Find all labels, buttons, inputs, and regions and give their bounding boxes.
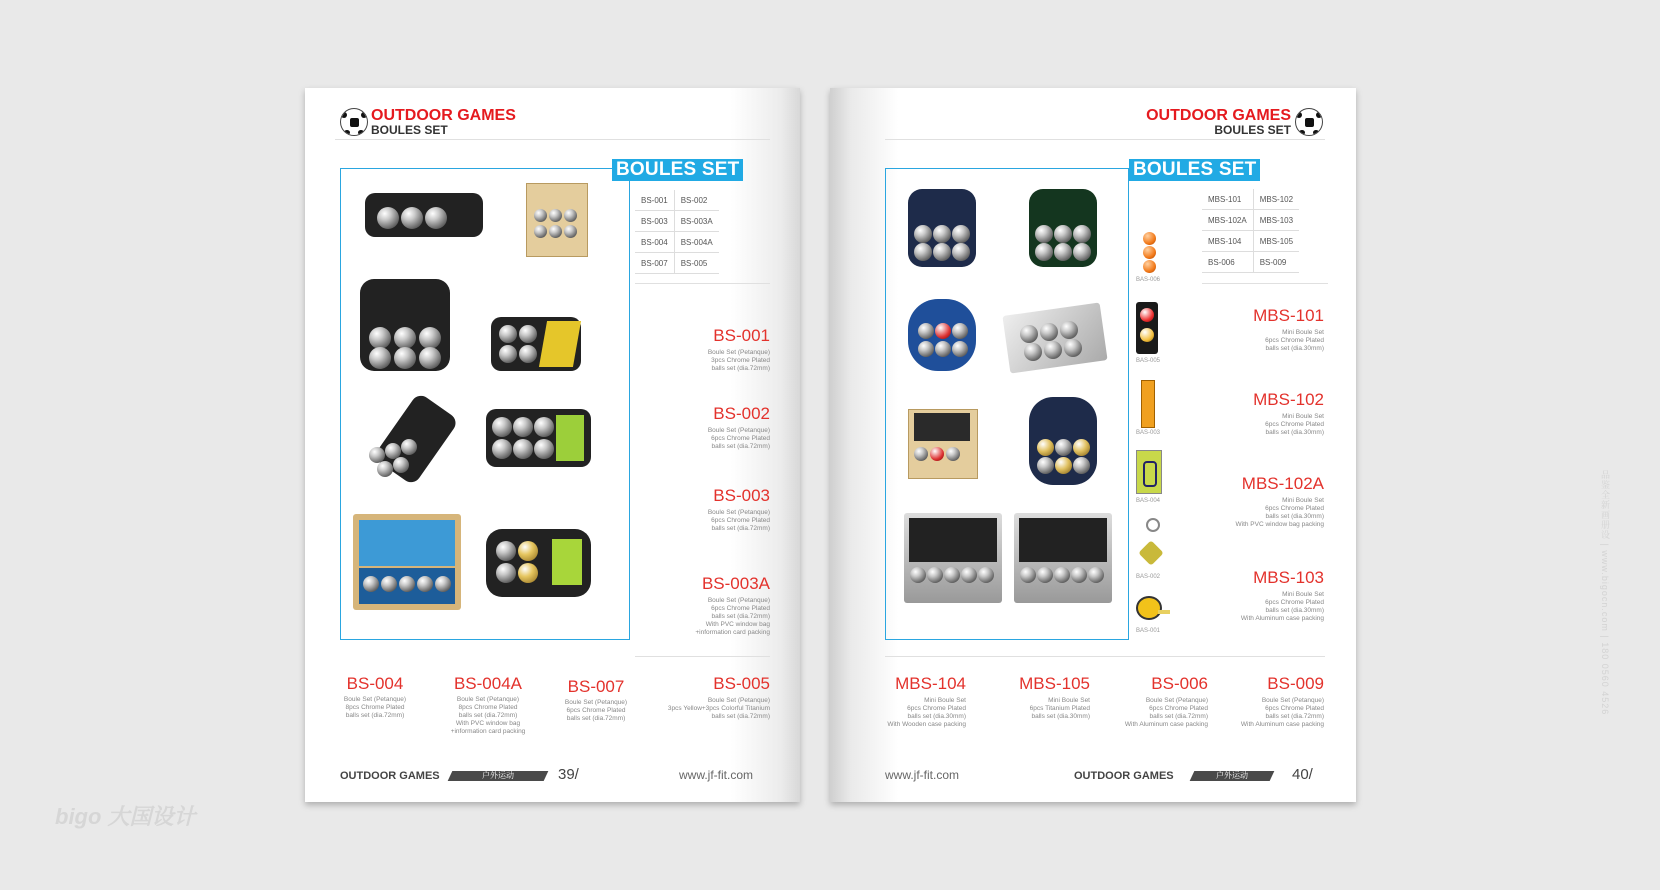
header-title: OUTDOOR GAMES bbox=[371, 107, 516, 124]
codes-divider bbox=[635, 283, 770, 284]
product-code: BS-005 bbox=[713, 674, 770, 693]
page-number: 40/ bbox=[1292, 766, 1313, 783]
code-cell: BS-006 bbox=[1202, 252, 1253, 273]
header-subtitle: BOULES SET bbox=[371, 123, 448, 137]
product-desc: Mini Boule Set 6pcs Chrome Plated balls set (dia.30mm) bbox=[1265, 329, 1324, 352]
product-desc: Boule Set (Petanque) 8pcs Chrome Plated balls set (dia.72mm) With PVC window bag +information card packing bbox=[450, 696, 526, 735]
product-desc: Boule Set (Petanque) 3pcs Chrome Plated balls set (dia.72mm) bbox=[707, 349, 770, 372]
footer-url[interactable]: www.jf-fit.com bbox=[885, 768, 960, 782]
accessory-photo bbox=[1141, 380, 1155, 428]
code-cell: MBS-104 bbox=[1202, 231, 1253, 252]
footer-badge-text: 户外运动 bbox=[482, 771, 514, 780]
product-entry bbox=[990, 674, 1090, 721]
footer-url[interactable]: www.jf-fit.com bbox=[679, 768, 754, 782]
product-code: MBS-101 bbox=[1253, 306, 1324, 325]
footer-badge-text: 户外运动 bbox=[1216, 771, 1248, 780]
accessory-label: BAS-002 bbox=[1136, 574, 1161, 580]
product-code: MBS-103 bbox=[1253, 568, 1324, 587]
product-photo-mbs-104 bbox=[908, 409, 978, 479]
boules-set-tag: BOULES SET bbox=[1129, 159, 1260, 181]
product-desc: Mini Boule Set 6pcs Titanium Plated balls set (dia.30mm) bbox=[1029, 697, 1090, 720]
product-photo-frame bbox=[340, 168, 630, 640]
accessory-label: BAS-006 bbox=[1136, 277, 1161, 283]
product-entry bbox=[1174, 390, 1324, 437]
product-code: BS-007 bbox=[567, 677, 625, 696]
product-desc: Boule Set (Petanque) 6pcs Chrome Plated balls set (dia.72mm) With PVC window bag +information card packing bbox=[695, 597, 770, 636]
footer-badge bbox=[1190, 771, 1275, 781]
header-divider bbox=[885, 139, 1325, 140]
product-photo-bs-006 bbox=[904, 513, 1004, 605]
product-entry bbox=[600, 404, 770, 451]
accessory-label: BAS-001 bbox=[1136, 628, 1161, 634]
table-row bbox=[1202, 252, 1299, 273]
product-desc: Mini Boule Set 6pcs Chrome Plated balls set (dia.30mm) bbox=[1265, 413, 1324, 436]
code-cell: BS-004A bbox=[674, 232, 719, 253]
product-entry bbox=[1174, 474, 1324, 529]
product-code: BS-004 bbox=[346, 674, 404, 693]
product-entry bbox=[856, 674, 966, 729]
right-page bbox=[830, 88, 1356, 802]
code-cell: BS-001 bbox=[635, 190, 674, 211]
product-entry bbox=[1174, 568, 1324, 623]
product-desc: Boule Set (Petanque) 6pcs Chrome Plated balls set (dia.72mm) With Aluminum case packing bbox=[1240, 697, 1324, 728]
table-row bbox=[1202, 231, 1299, 252]
footer-badge bbox=[448, 771, 549, 781]
product-code: MBS-105 bbox=[1019, 674, 1090, 693]
product-photo-bs-005 bbox=[486, 529, 591, 599]
product-code: BS-003 bbox=[713, 486, 770, 505]
product-desc: Boule Set (Petanque) 6pcs Chrome Plated balls set (dia.72mm) bbox=[564, 699, 628, 722]
page-header bbox=[1146, 108, 1291, 136]
product-photo-bs-004 bbox=[361, 399, 461, 479]
footer-label: OUTDOOR GAMES bbox=[1074, 770, 1174, 782]
product-photo-bs-001 bbox=[355, 185, 485, 241]
section-divider bbox=[635, 656, 770, 657]
product-photo-bs-002 bbox=[526, 183, 586, 255]
codes-divider bbox=[1202, 283, 1328, 284]
table-row bbox=[1202, 210, 1299, 231]
table-row bbox=[1202, 189, 1299, 210]
accessory-label: BAS-004 bbox=[1136, 498, 1161, 504]
product-photo-bs-003 bbox=[355, 279, 455, 374]
soccer-ball-icon bbox=[1295, 108, 1323, 136]
product-code-table bbox=[635, 190, 719, 274]
product-desc: Boule Set (Petanque) 3pcs Yellow+3pcs Colorful Titanium balls set (dia.72mm) bbox=[667, 697, 770, 720]
table-row bbox=[635, 253, 719, 274]
accessory-photo bbox=[1143, 232, 1157, 274]
product-code: BS-001 bbox=[713, 326, 770, 345]
accessory-photo bbox=[1136, 450, 1162, 494]
accessory-photo bbox=[1140, 518, 1162, 570]
code-cell: MBS-105 bbox=[1253, 231, 1299, 252]
product-entry bbox=[600, 486, 770, 533]
page-number: 39/ bbox=[558, 766, 579, 783]
product-code: BS-002 bbox=[713, 404, 770, 423]
product-desc: Boule Set (Petanque) 6pcs Chrome Plated balls set (dia.72mm) With Aluminum case packing bbox=[1124, 697, 1208, 728]
code-cell: BS-002 bbox=[674, 190, 719, 211]
product-photo-bs-009 bbox=[1014, 513, 1114, 605]
product-photo-bs-003a bbox=[491, 317, 581, 373]
code-cell: BS-009 bbox=[1253, 252, 1299, 273]
product-desc: Mini Boule Set 6pcs Chrome Plated balls set (dia.30mm) With Wooden case packing bbox=[887, 697, 966, 728]
header-divider bbox=[335, 139, 770, 140]
watermark-logo: bigo 大国设计 bbox=[55, 804, 196, 829]
product-code: BS-006 bbox=[1151, 674, 1208, 693]
code-cell: MBS-102A bbox=[1202, 210, 1253, 231]
product-entry bbox=[1098, 674, 1208, 729]
product-photo-mbs-105 bbox=[1029, 397, 1099, 487]
product-photo-bs-007 bbox=[349, 514, 464, 614]
code-cell: MBS-101 bbox=[1202, 189, 1253, 210]
product-photo-mbs-101 bbox=[908, 189, 978, 269]
code-cell: BS-007 bbox=[635, 253, 674, 274]
footer-label: OUTDOOR GAMES bbox=[340, 770, 440, 782]
header-title: OUTDOOR GAMES bbox=[1146, 107, 1291, 124]
product-photo-mbs-102a bbox=[908, 299, 978, 374]
product-code: MBS-102 bbox=[1253, 390, 1324, 409]
product-entry bbox=[327, 674, 423, 720]
accessory-label: BAS-005 bbox=[1136, 358, 1161, 364]
product-entry bbox=[1214, 674, 1324, 729]
product-code: MBS-104 bbox=[895, 674, 966, 693]
product-code: BS-003A bbox=[701, 574, 770, 593]
product-desc: Boule Set (Petanque) 6pcs Chrome Plated balls set (dia.72mm) bbox=[707, 427, 770, 450]
code-cell: BS-005 bbox=[674, 253, 719, 274]
accessory-photo bbox=[1136, 302, 1158, 354]
product-entry bbox=[600, 574, 770, 637]
side-contact-text: 品鉴全新画册设 | www.bigocn.com | 180 0560 4526 bbox=[1600, 470, 1610, 716]
table-row bbox=[635, 211, 719, 232]
product-code: MBS-102A bbox=[1241, 474, 1324, 493]
header-subtitle: BOULES SET bbox=[1214, 123, 1291, 137]
table-row bbox=[635, 232, 719, 253]
table-row bbox=[635, 190, 719, 211]
product-photo-mbs-103 bbox=[1006, 309, 1106, 369]
accessory-photo bbox=[1136, 592, 1170, 622]
product-photo-mbs-102 bbox=[1029, 189, 1099, 269]
code-cell: BS-004 bbox=[635, 232, 674, 253]
code-cell: BS-003A bbox=[674, 211, 719, 232]
product-entry bbox=[630, 674, 770, 721]
product-code: BS-009 bbox=[1267, 674, 1324, 693]
product-code-table bbox=[1202, 189, 1299, 273]
product-desc: Boule Set (Petanque) 6pcs Chrome Plated balls set (dia.72mm) bbox=[707, 509, 770, 532]
product-photo-bs-004a bbox=[486, 409, 591, 469]
product-photo-frame bbox=[885, 168, 1129, 640]
product-desc: Mini Boule Set 6pcs Chrome Plated balls set (dia.30mm) With PVC window bag packing bbox=[1235, 497, 1324, 528]
product-desc: Boule Set (Petanque) 8pcs Chrome Plated balls set (dia.72mm) bbox=[343, 696, 407, 719]
product-desc: Mini Boule Set 6pcs Chrome Plated balls set (dia.30mm) With Aluminum case packing bbox=[1240, 591, 1324, 622]
product-code: BS-004A bbox=[453, 674, 523, 693]
product-entry bbox=[1174, 306, 1324, 353]
product-entry bbox=[433, 674, 543, 736]
soccer-ball-icon bbox=[340, 108, 368, 136]
left-page bbox=[305, 88, 800, 802]
code-cell: MBS-102 bbox=[1253, 189, 1299, 210]
product-entry bbox=[600, 326, 770, 373]
section-divider bbox=[885, 656, 1325, 657]
accessory-label: BAS-003 bbox=[1136, 430, 1161, 436]
page-header bbox=[371, 108, 516, 136]
boules-set-tag: BOULES SET bbox=[612, 159, 743, 181]
code-cell: MBS-103 bbox=[1253, 210, 1299, 231]
code-cell: BS-003 bbox=[635, 211, 674, 232]
